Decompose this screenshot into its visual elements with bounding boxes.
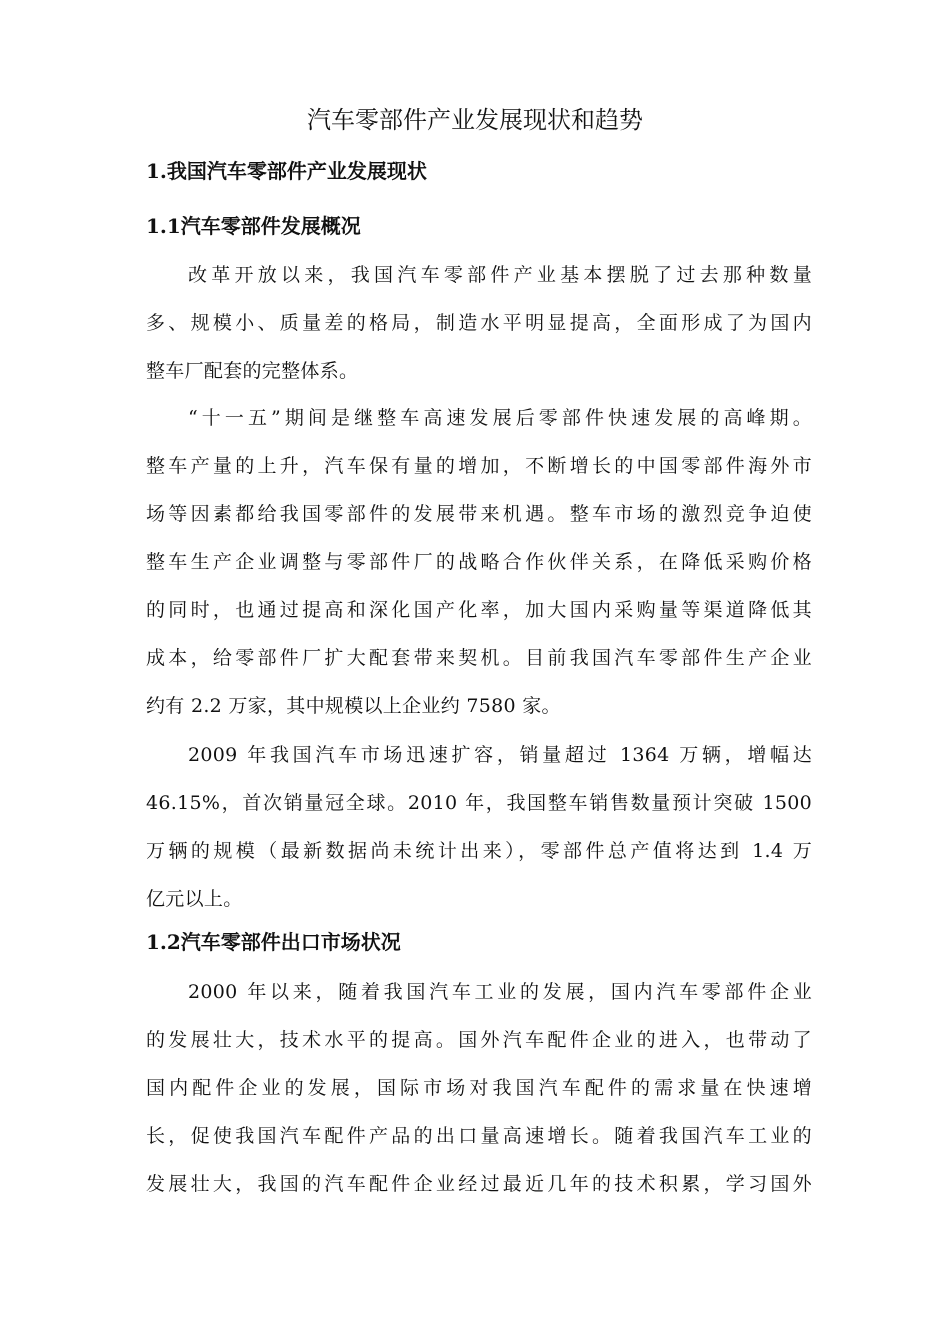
paragraph-2009-market (146, 731, 812, 923)
paragraph-line: 46.15%，首次销量冠全球。2010 年，我国整车销售数量预计突破 1500 (146, 792, 812, 814)
paragraph-line: 亿元以上。 (146, 888, 243, 910)
paragraph-line: 整车生产企业调整与零部件厂的战略合作伙伴关系，在降低采购价格 (146, 551, 812, 573)
paragraph-export-market (146, 968, 812, 1208)
paragraph-line: 2000 年以来，随着我国汽车工业的发展，国内汽车零部件企业 (188, 981, 812, 1003)
paragraph-reform (146, 251, 812, 395)
paragraph-line: 多、规模小、质量差的格局，制造水平明显提高，全面形成了为国内 (146, 312, 812, 334)
section-heading-1: 1.我国汽车零部件产业发展现状 (146, 159, 427, 183)
paragraph-line: 2009 年我国汽车市场迅速扩容，销量超过 1364 万辆，增幅达 (188, 744, 812, 766)
document-title: 汽车零部件产业发展现状和趋势 (307, 106, 643, 134)
paragraph-line: 的同时，也通过提高和深化国产化率，加大国内采购量等渠道降低其 (146, 599, 812, 621)
section-heading-1-1: 1.1汽车零部件发展概况 (146, 214, 361, 238)
paragraph-line: 国内配件企业的发展，国际市场对我国汽车配件的需求量在快速增 (146, 1077, 812, 1099)
paragraph-eleventh-five-year (146, 394, 812, 730)
paragraph-line: 的发展壮大，技术水平的提高。国外汽车配件企业的进入，也带动了 (146, 1029, 812, 1051)
paragraph-line: 改革开放以来，我国汽车零部件产业基本摆脱了过去那种数量 (188, 264, 812, 286)
paragraph-line: “十一五”期间是继整车高速发展后零部件快速发展的高峰期。 (188, 407, 812, 429)
paragraph-line: 约有 2.2 万家，其中规模以上企业约 7580 家。 (146, 695, 561, 717)
paragraph-line: 发展壮大，我国的汽车配件企业经过最近几年的技术积累，学习国外 (146, 1173, 812, 1195)
paragraph-line: 场等因素都给我国零部件的发展带来机遇。整车市场的激烈竞争迫使 (146, 503, 812, 525)
section-heading-1-2: 1.2汽车零部件出口市场状况 (146, 930, 401, 954)
paragraph-line: 成本，给零部件厂扩大配套带来契机。目前我国汽车零部件生产企业 (146, 647, 812, 669)
paragraph-line: 整车厂配套的完整体系。 (146, 360, 359, 382)
paragraph-line: 整车产量的上升，汽车保有量的增加，不断增长的中国零部件海外市 (146, 455, 812, 477)
paragraph-line: 万辆的规模（最新数据尚未统计出来），零部件总产值将达到 1.4 万 (146, 840, 812, 862)
paragraph-line: 长，促使我国汽车配件产品的出口量高速增长。随着我国汽车工业的 (146, 1125, 812, 1147)
